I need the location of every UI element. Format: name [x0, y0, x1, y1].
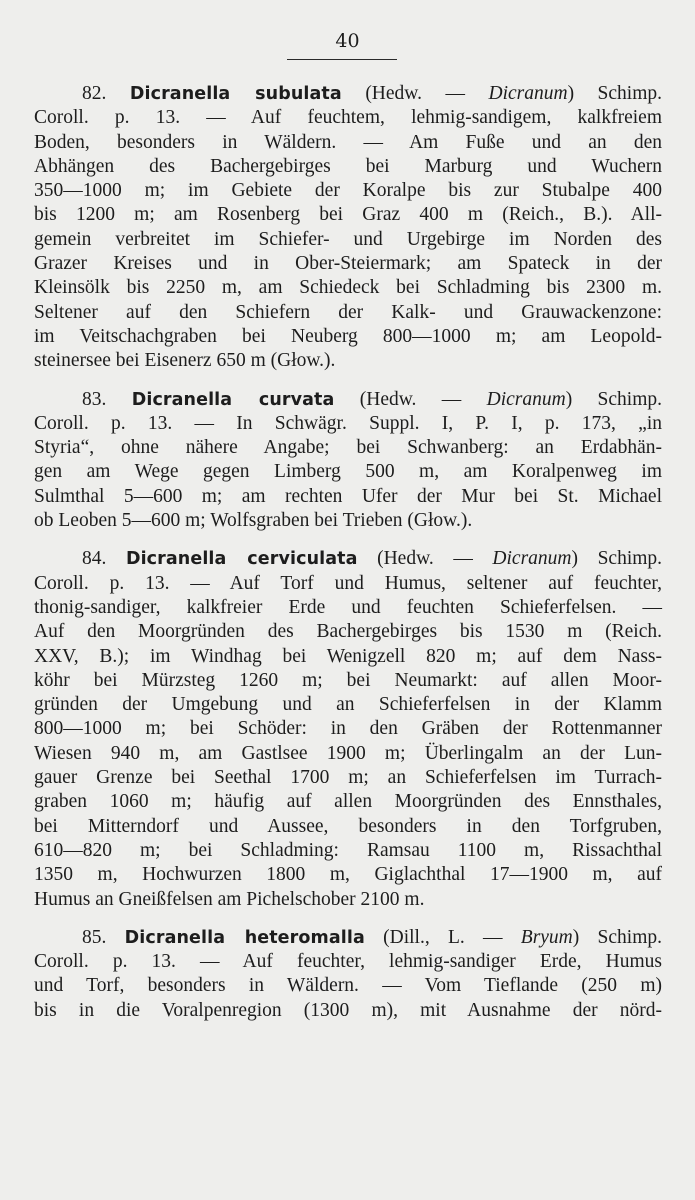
text-line: Styria“, ohne nähere Angabe; bei Schwanberg: an Erdabhän-	[34, 437, 662, 459]
text-line: Wiesen 940 m, am Gastlsee 1900 m; Überlingalm an der Lun-	[34, 742, 662, 764]
text-line: graben 1060 m; häufig auf allen Moorgründen des Ennsthales,	[34, 791, 662, 813]
page-number: 40	[335, 30, 360, 52]
text-line: bis 1200 m; am Rosenberg bei Graz 400 m (Reich., B.). All-	[34, 204, 662, 226]
author-close: ) Schimp.	[567, 83, 663, 104]
text-line: im Veitschachgraben bei Neuberg 800—1000 m; am Leopold-	[34, 325, 662, 347]
species-name: Dicranella cerviculata	[125, 549, 358, 570]
entry-number: 85.	[82, 926, 107, 948]
species-name: Dicranella subulata	[129, 84, 342, 104]
author-open: (Dill., L. —	[383, 926, 503, 948]
species-name: Dicranella heteromalla	[124, 927, 365, 948]
text-line: Sulmthal 5—600 m; am rechten Ufer der Mur bei St. Michael	[34, 485, 662, 507]
species-entry-82	[34, 82, 662, 374]
text-line: Coroll. p. 13. — In Schwägr. Suppl. I, P. I, p. 173, „in	[34, 412, 662, 434]
text-line: Coroll. p. 13. — Auf Torf und Humus, seltener auf feuchter,	[34, 572, 662, 594]
text-line: steinersee bei Eisenerz 650 m (Głow.).	[34, 350, 336, 372]
page-number-rule	[287, 59, 397, 60]
text-line: Humus an Gneißfelsen am Pichelschober 2100 m.	[34, 888, 425, 910]
genus-name: Bryum	[520, 926, 573, 948]
text-line: 610—820 m; bei Schladming: Ramsau 1100 m, Rissachthal	[34, 839, 662, 861]
text-line: XXV, B.); im Windhag bei Wenigzell 820 m; auf dem Nass-	[34, 645, 662, 667]
genus-name: Dicranum	[486, 388, 566, 410]
text-line: Seltener auf den Schiefern der Kalk- und Grauwackenzone:	[34, 301, 662, 323]
text-line: bei Mitterndorf und Aussee, besonders in den Torfgruben,	[34, 815, 662, 837]
species-name: Dicranella curvata	[131, 389, 335, 410]
text-line: thonig-sandiger, kalkfreier Erde und feuchten Schieferfelsen. —	[34, 596, 662, 618]
text-line: bis in die Voralpenregion (1300 m), mit Ausnahme der nörd-	[34, 999, 662, 1021]
author-open: (Hedw. —	[359, 388, 462, 410]
entry-number: 84.	[82, 548, 107, 570]
text-line: 1350 m, Hochwurzen 1800 m, Giglachthal 17—1900 m, auf	[34, 864, 662, 886]
author-open: (Hedw. —	[377, 548, 473, 570]
genus-name: Dicranum	[488, 83, 568, 104]
author-close: ) Schimp.	[565, 388, 662, 410]
text-line: gen am Wege gegen Limberg 500 m, am Koralpenweg im	[34, 461, 662, 483]
text-line: Auf den Moorgründen des Bachergebirges bis 1530 m (Reich.	[34, 621, 662, 643]
text-line: Kleinsölk bis 2250 m, am Schiedeck bei Schladming bis 2300 m.	[34, 277, 662, 299]
text-line: Abhängen des Bachergebirges bei Marburg und Wuchern	[34, 155, 662, 177]
entry-number: 83.	[82, 388, 107, 410]
entry-heading	[34, 82, 662, 106]
text-line: gauer Grenze bei Seethal 1700 m; an Schieferfelsen im Turrach-	[34, 767, 662, 789]
text-body	[34, 82, 662, 1023]
text-line: gemein verbreitet im Schiefer- und Urgebirge im Norden des	[34, 228, 662, 250]
author-open: (Hedw. —	[365, 83, 465, 104]
species-entry-83	[34, 388, 662, 534]
text-line: 800—1000 m; bei Schöder: in den Gräben der Rottenmanner	[34, 718, 662, 740]
text-line: gründen der Umgebung und an Schieferfelsen in der Klamm	[34, 694, 662, 716]
text-line: Coroll. p. 13. — Auf feuchtem, lehmig-sandigem, kalkfreiem	[34, 107, 662, 129]
species-entry-84	[34, 547, 662, 911]
text-line: Boden, besonders in Wäldern. — Am Fuße und an den	[34, 131, 662, 153]
text-line: ob Leoben 5—600 m; Wolfsgraben bei Trieben (Głow.).	[34, 510, 473, 532]
species-entry-85	[34, 926, 662, 1023]
text-line: köhr bei Mürzsteg 1260 m; bei Neumarkt: auf allen Moor-	[34, 669, 662, 691]
text-line: Coroll. p. 13. — Auf feuchter, lehmig-sandiger Erde, Humus	[34, 951, 662, 973]
entry-heading	[34, 547, 662, 571]
author-close: ) Schimp.	[572, 926, 662, 948]
entry-number: 82.	[82, 83, 107, 104]
genus-name: Dicranum	[492, 548, 572, 570]
author-close: ) Schimp.	[571, 548, 663, 570]
entry-heading	[34, 926, 662, 950]
text-line: Grazer Kreises und in Ober-Steiermark; am Spateck in der	[34, 253, 662, 275]
text-line: 350—1000 m; im Gebiete der Koralpe bis zur Stubalpe 400	[34, 180, 662, 202]
text-line: und Torf, besonders in Wäldern. — Vom Tieflande (250 m)	[34, 975, 662, 997]
entry-heading	[34, 388, 662, 412]
